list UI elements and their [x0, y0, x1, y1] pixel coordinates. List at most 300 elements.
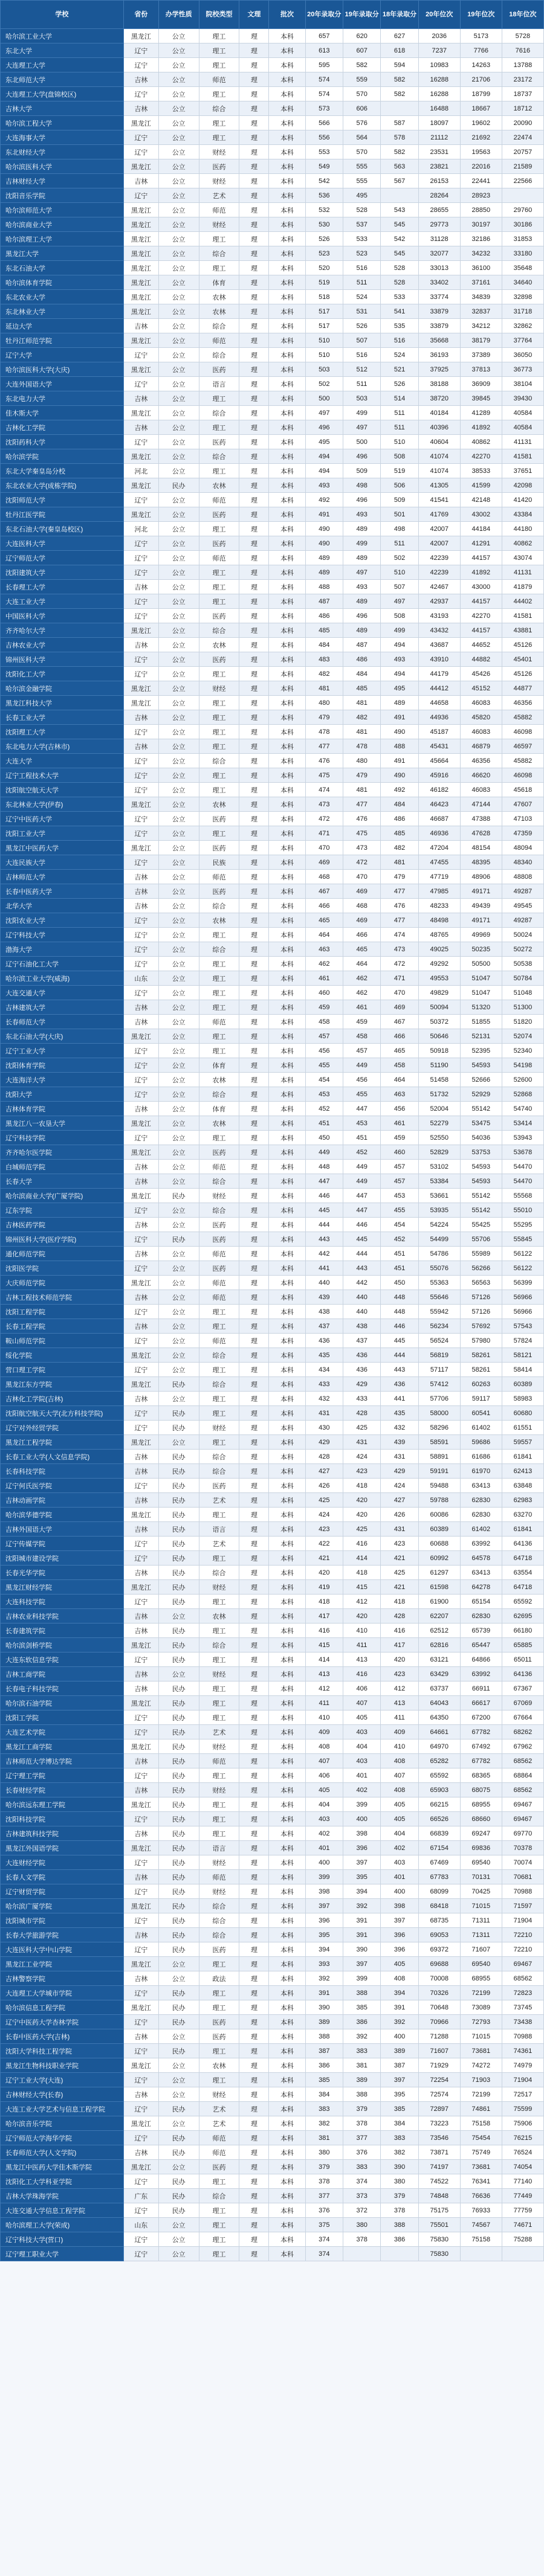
- cell-subject: 理: [239, 116, 269, 130]
- cell-score-2020: 510: [305, 348, 343, 362]
- cell-rank-2020: 60389: [418, 1522, 460, 1537]
- cell-rank-2019: 41291: [460, 536, 502, 551]
- cell-province: 吉林: [123, 1826, 158, 1841]
- cell-score-2020: 530: [305, 217, 343, 232]
- cell-score-2020: 468: [305, 870, 343, 884]
- cell-school-type: 财经: [199, 1855, 239, 1870]
- cell-score-2018: 409: [381, 1725, 418, 1739]
- cell-score-2019: 458: [343, 1029, 380, 1044]
- cell-nature: 公立: [158, 1145, 199, 1160]
- cell-rank-2018: 70988: [502, 2029, 543, 2044]
- table-row: [1, 1218, 544, 1232]
- table-row: [1, 667, 544, 681]
- cell-subject: 理: [239, 1855, 269, 1870]
- cell-score-2019: 407: [343, 1696, 380, 1710]
- cell-score-2018: 452: [381, 1232, 418, 1247]
- table-row: [1, 2073, 544, 2087]
- cell-province: 黑龙江: [123, 1145, 158, 1160]
- cell-score-2018: 453: [381, 1189, 418, 1203]
- cell-rank-2020: 47204: [418, 841, 460, 855]
- cell-batch: 本科: [269, 2203, 305, 2218]
- cell-school-name: 哈尔滨理工大学(荣成): [1, 2218, 124, 2232]
- cell-province: 辽宁: [123, 435, 158, 449]
- cell-rank-2018: 74979: [502, 2058, 543, 2073]
- cell-school-type: 医药: [199, 2015, 239, 2029]
- cell-school-name: 吉林工程技术师范学院: [1, 1290, 124, 1305]
- cell-rank-2019: 65154: [460, 1595, 502, 1609]
- cell-score-2019: 451: [343, 1131, 380, 1145]
- cell-nature: 民办: [158, 2131, 199, 2145]
- cell-rank-2019: 75749: [460, 2145, 502, 2160]
- table-row: [1, 971, 544, 986]
- cell-rank-2020: 23821: [418, 159, 460, 174]
- cell-school-name: 长春师范大学: [1, 1015, 124, 1029]
- cell-nature: 公立: [158, 362, 199, 377]
- cell-school-name: 吉林外国语大学: [1, 1522, 124, 1537]
- cell-school-type: 理工: [199, 232, 239, 246]
- cell-school-type: 医药: [199, 1218, 239, 1232]
- cell-rank-2020: 43193: [418, 609, 460, 623]
- cell-rank-2020: 53384: [418, 1174, 460, 1189]
- cell-subject: 理: [239, 812, 269, 826]
- cell-score-2018: 411: [381, 1710, 418, 1725]
- cell-batch: 本科: [269, 942, 305, 957]
- cell-rank-2018: 64718: [502, 1551, 543, 1566]
- cell-score-2020: 396: [305, 1913, 343, 1928]
- cell-score-2020: 519: [305, 275, 343, 290]
- cell-province: 辽宁: [123, 783, 158, 797]
- cell-province: 辽宁: [123, 188, 158, 203]
- cell-nature: 公立: [158, 1971, 199, 1986]
- cell-rank-2018: 62983: [502, 1493, 543, 1508]
- cell-score-2019: 457: [343, 1044, 380, 1058]
- table-row: [1, 1971, 544, 1986]
- cell-rank-2020: 2036: [418, 29, 460, 43]
- cell-rank-2020: 28264: [418, 188, 460, 203]
- cell-subject: 理: [239, 2203, 269, 2218]
- cell-school-name: 黑龙江工商学院: [1, 1739, 124, 1754]
- cell-school-type: 理工: [199, 420, 239, 435]
- cell-rank-2018: 49287: [502, 884, 543, 899]
- cell-score-2019: 444: [343, 1247, 380, 1261]
- cell-score-2020: 383: [305, 2102, 343, 2116]
- cell-rank-2018: 58414: [502, 1363, 543, 1377]
- table-row: [1, 1073, 544, 1087]
- cell-school-name: 长春电子科技学院: [1, 1681, 124, 1696]
- cell-rank-2020: 70326: [418, 1986, 460, 2000]
- cell-rank-2020: 51732: [418, 1087, 460, 1102]
- cell-province: 辽宁: [123, 551, 158, 565]
- cell-score-2018: 410: [381, 1739, 418, 1754]
- cell-nature: 公立: [158, 681, 199, 696]
- cell-score-2020: 451: [305, 1116, 343, 1131]
- cell-score-2020: 393: [305, 1957, 343, 1971]
- cell-nature: 民办: [158, 2189, 199, 2203]
- cell-school-type: 艺术: [199, 1537, 239, 1551]
- cell-subject: 理: [239, 478, 269, 493]
- cell-rank-2019: 71607: [460, 1942, 502, 1957]
- cell-score-2020: 435: [305, 1348, 343, 1363]
- cell-score-2018: 382: [381, 2145, 418, 2160]
- cell-score-2019: 392: [343, 2029, 380, 2044]
- cell-rank-2018: 47103: [502, 812, 543, 826]
- cell-score-2018: 481: [381, 855, 418, 870]
- cell-score-2020: 430: [305, 1421, 343, 1435]
- cell-province: 吉林: [123, 1624, 158, 1638]
- cell-nature: 公立: [158, 768, 199, 783]
- cell-nature: 公立: [158, 2116, 199, 2131]
- cell-score-2020: 613: [305, 43, 343, 58]
- cell-score-2020: 475: [305, 768, 343, 783]
- cell-rank-2019: 62830: [460, 1609, 502, 1624]
- table-row: [1, 1826, 544, 1841]
- cell-score-2019: 379: [343, 2102, 380, 2116]
- cell-school-name: 东北农业大学: [1, 290, 124, 304]
- cell-rank-2020: 32077: [418, 246, 460, 261]
- cell-subject: 理: [239, 1102, 269, 1116]
- cell-rank-2019: 66911: [460, 1681, 502, 1696]
- cell-nature: 公立: [158, 2247, 199, 2261]
- cell-school-type: 理工: [199, 971, 239, 986]
- cell-score-2018: 594: [381, 58, 418, 72]
- cell-school-name: 大连大学: [1, 754, 124, 768]
- cell-rank-2018: 73745: [502, 2000, 543, 2015]
- cell-school-type: 理工: [199, 565, 239, 580]
- cell-subject: 理: [239, 1812, 269, 1826]
- cell-score-2018: 490: [381, 725, 418, 739]
- cell-rank-2018: 56399: [502, 1276, 543, 1290]
- cell-school-name: 大连交通大学信息工程学院: [1, 2203, 124, 2218]
- col-header-score-2019: 19年录取分: [343, 1, 380, 29]
- cell-nature: 公立: [158, 1160, 199, 1174]
- table-row: [1, 101, 544, 116]
- cell-school-name: 吉林师范大学: [1, 870, 124, 884]
- cell-school-name: 哈尔滨音乐学院: [1, 2116, 124, 2131]
- cell-rank-2020: 51190: [418, 1058, 460, 1073]
- cell-score-2020: 462: [305, 957, 343, 971]
- cell-school-name: 吉林建筑大学: [1, 1000, 124, 1015]
- table-row: [1, 986, 544, 1000]
- cell-rank-2018: 75288: [502, 2232, 543, 2247]
- cell-batch: 本科: [269, 1841, 305, 1855]
- cell-rank-2018: 45618: [502, 783, 543, 797]
- cell-school-name: 沈阳工业大学: [1, 826, 124, 841]
- table-row: [1, 652, 544, 667]
- cell-school-type: 理工: [199, 2218, 239, 2232]
- cell-nature: 公立: [158, 420, 199, 435]
- cell-batch: 本科: [269, 217, 305, 232]
- cell-school-name: 哈尔滨剑桥学院: [1, 1638, 124, 1653]
- cell-nature: 公立: [158, 1319, 199, 1334]
- cell-subject: 理: [239, 2015, 269, 2029]
- cell-score-2018: 404: [381, 1826, 418, 1841]
- cell-school-name: 黑龙江科技大学: [1, 696, 124, 710]
- cell-nature: 民办: [158, 1696, 199, 1710]
- cell-score-2020: 386: [305, 2058, 343, 2073]
- cell-score-2020: 414: [305, 1653, 343, 1667]
- cell-school-name: 哈尔滨工业大学: [1, 29, 124, 43]
- cell-score-2019: 447: [343, 1203, 380, 1218]
- cell-school-type: 综合: [199, 2189, 239, 2203]
- cell-subject: 理: [239, 2073, 269, 2087]
- cell-school-name: 东北师范大学: [1, 72, 124, 87]
- cell-province: 吉林: [123, 638, 158, 652]
- cell-rank-2019: 72199: [460, 2087, 502, 2102]
- cell-nature: 民办: [158, 2203, 199, 2218]
- table-row: [1, 1232, 544, 1247]
- cell-rank-2020: 33774: [418, 290, 460, 304]
- cell-school-name: 大连海洋大学: [1, 1073, 124, 1087]
- cell-rank-2018: 70378: [502, 1841, 543, 1855]
- cell-school-name: 东北电力大学(吉林市): [1, 739, 124, 754]
- table-row: [1, 928, 544, 942]
- col-header-batch: 批次: [269, 1, 305, 29]
- cell-rank-2018: 21589: [502, 159, 543, 174]
- cell-batch: 本科: [269, 1015, 305, 1029]
- cell-school-type: 综合: [199, 1450, 239, 1464]
- cell-score-2019: 443: [343, 1261, 380, 1276]
- cell-score-2019: 406: [343, 1681, 380, 1696]
- cell-school-type: 理工: [199, 1653, 239, 1667]
- cell-score-2018: 387: [381, 2058, 418, 2073]
- table-row: [1, 275, 544, 290]
- cell-batch: 本科: [269, 1464, 305, 1479]
- cell-score-2019: 484: [343, 667, 380, 681]
- cell-batch: 本科: [269, 507, 305, 522]
- cell-school-type: 师范: [199, 870, 239, 884]
- cell-school-name: 辽宁大学: [1, 348, 124, 362]
- cell-school-type: 理工: [199, 391, 239, 406]
- cell-score-2020: 457: [305, 1029, 343, 1044]
- cell-score-2018: 386: [381, 2232, 418, 2247]
- cell-score-2019: 415: [343, 1580, 380, 1595]
- table-row: [1, 1479, 544, 1493]
- table-row: [1, 1290, 544, 1305]
- cell-batch: 本科: [269, 536, 305, 551]
- cell-subject: 理: [239, 1551, 269, 1566]
- cell-rank-2018: 76215: [502, 2131, 543, 2145]
- table-row: [1, 1145, 544, 1160]
- cell-rank-2019: 75158: [460, 2116, 502, 2131]
- cell-nature: 公立: [158, 159, 199, 174]
- cell-subject: 理: [239, 420, 269, 435]
- cell-school-type: 医药: [199, 1942, 239, 1957]
- cell-batch: 本科: [269, 725, 305, 739]
- cell-rank-2020: 58296: [418, 1421, 460, 1435]
- cell-batch: 本科: [269, 1696, 305, 1710]
- cell-score-2018: 535: [381, 319, 418, 333]
- cell-rank-2020: 46687: [418, 812, 460, 826]
- cell-score-2019: 475: [343, 826, 380, 841]
- cell-score-2018: 450: [381, 1276, 418, 1290]
- cell-nature: 民办: [158, 1739, 199, 1754]
- cell-rank-2019: 65739: [460, 1624, 502, 1638]
- cell-rank-2019: 66617: [460, 1696, 502, 1710]
- cell-subject: 理: [239, 145, 269, 159]
- cell-province: 辽宁: [123, 1131, 158, 1145]
- cell-province: 黑龙江: [123, 261, 158, 275]
- cell-subject: 理: [239, 1739, 269, 1754]
- cell-rank-2018: 77140: [502, 2174, 543, 2189]
- cell-rank-2019: 71015: [460, 2029, 502, 2044]
- cell-rank-2018: 45882: [502, 710, 543, 725]
- table-row: [1, 319, 544, 333]
- cell-score-2019: 397: [343, 1957, 380, 1971]
- cell-province: 黑龙江: [123, 1580, 158, 1595]
- cell-school-name: 哈尔滨广厦学院: [1, 1899, 124, 1913]
- cell-rank-2018: 55295: [502, 1218, 543, 1232]
- cell-score-2020: 444: [305, 1218, 343, 1232]
- cell-province: 黑龙江: [123, 232, 158, 246]
- cell-rank-2018: 75906: [502, 2116, 543, 2131]
- cell-score-2019: 396: [343, 1841, 380, 1855]
- table-row: [1, 1319, 544, 1334]
- cell-nature: 公立: [158, 188, 199, 203]
- cell-rank-2020: 45916: [418, 768, 460, 783]
- cell-school-name: 长春大学: [1, 1174, 124, 1189]
- table-row: [1, 1638, 544, 1653]
- cell-rank-2020: 36193: [418, 348, 460, 362]
- cell-score-2018: 456: [381, 1102, 418, 1116]
- cell-score-2018: 398: [381, 1899, 418, 1913]
- cell-school-type: 农林: [199, 2058, 239, 2073]
- cell-score-2020: 406: [305, 1768, 343, 1783]
- cell-rank-2020: 47455: [418, 855, 460, 870]
- cell-school-type: 理工: [199, 2232, 239, 2247]
- cell-rank-2018: 68864: [502, 1768, 543, 1783]
- cell-school-name: 东北石油大学: [1, 261, 124, 275]
- cell-rank-2020: 35668: [418, 333, 460, 348]
- table-row: [1, 1464, 544, 1479]
- cell-rank-2020: 64043: [418, 1696, 460, 1710]
- cell-score-2018: 501: [381, 507, 418, 522]
- table-row: [1, 493, 544, 507]
- cell-school-name: 牡丹江师范学院: [1, 333, 124, 348]
- cell-province: 辽宁: [123, 565, 158, 580]
- cell-rank-2018: 67069: [502, 1696, 543, 1710]
- cell-subject: 理: [239, 1899, 269, 1913]
- cell-batch: 本科: [269, 87, 305, 101]
- cell-score-2019: 462: [343, 986, 380, 1000]
- cell-rank-2020: 68735: [418, 1913, 460, 1928]
- cell-batch: 本科: [269, 43, 305, 58]
- cell-province: 黑龙江: [123, 116, 158, 130]
- cell-score-2019: 496: [343, 609, 380, 623]
- cell-rank-2020: 41541: [418, 493, 460, 507]
- cell-score-2018: 511: [381, 536, 418, 551]
- cell-score-2020: 477: [305, 739, 343, 754]
- cell-school-name: 黑龙江生物科技职业学院: [1, 2058, 124, 2073]
- cell-rank-2019: 51320: [460, 1000, 502, 1015]
- cell-rank-2020: 40184: [418, 406, 460, 420]
- cell-rank-2018: 34640: [502, 275, 543, 290]
- cell-score-2019: 497: [343, 420, 380, 435]
- cell-school-name: 长春财经学院: [1, 1783, 124, 1797]
- cell-school-type: 综合: [199, 1899, 239, 1913]
- cell-nature: 公立: [158, 391, 199, 406]
- cell-score-2019: 620: [343, 29, 380, 43]
- cell-score-2020: 431: [305, 1406, 343, 1421]
- cell-school-type: 理工: [199, 1044, 239, 1058]
- cell-province: 吉林: [123, 870, 158, 884]
- cell-rank-2019: 18799: [460, 87, 502, 101]
- cell-rank-2018: 40862: [502, 536, 543, 551]
- cell-school-type: 师范: [199, 72, 239, 87]
- cell-score-2018: 507: [381, 580, 418, 594]
- cell-score-2018: 385: [381, 2102, 418, 2116]
- cell-province: 辽宁: [123, 1305, 158, 1319]
- cell-score-2018: 543: [381, 203, 418, 217]
- cell-score-2019: 399: [343, 1797, 380, 1812]
- cell-subject: 理: [239, 710, 269, 725]
- cell-nature: 公立: [158, 2029, 199, 2044]
- cell-school-type: 医药: [199, 841, 239, 855]
- cell-province: 河北: [123, 464, 158, 478]
- cell-subject: 理: [239, 2145, 269, 2160]
- cell-nature: 公立: [158, 1073, 199, 1087]
- cell-rank-2019: 36909: [460, 377, 502, 391]
- cell-rank-2018: 43384: [502, 507, 543, 522]
- table-row: [1, 2174, 544, 2189]
- cell-rank-2019: 44652: [460, 638, 502, 652]
- cell-score-2018: 391: [381, 2000, 418, 2015]
- table-row: [1, 116, 544, 130]
- cell-rank-2019: 36100: [460, 261, 502, 275]
- cell-score-2018: 416: [381, 1624, 418, 1638]
- cell-subject: 理: [239, 1971, 269, 1986]
- cell-subject: 理: [239, 29, 269, 43]
- col-header-rank-2020: 20年位次: [418, 1, 460, 29]
- cell-rank-2018: 61551: [502, 1421, 543, 1435]
- cell-province: 黑龙江: [123, 1377, 158, 1392]
- table-row: [1, 145, 544, 159]
- cell-score-2019: 373: [343, 2189, 380, 2203]
- cell-nature: 公立: [158, 406, 199, 420]
- cell-rank-2020: 44658: [418, 696, 460, 710]
- cell-rank-2018: 52600: [502, 1073, 543, 1087]
- cell-score-2019: 461: [343, 1000, 380, 1015]
- cell-rank-2019: 73089: [460, 2000, 502, 2015]
- cell-subject: 理: [239, 507, 269, 522]
- cell-score-2019: 390: [343, 1942, 380, 1957]
- cell-score-2020: 463: [305, 942, 343, 957]
- cell-school-type: 医药: [199, 812, 239, 826]
- cell-score-2019: 487: [343, 638, 380, 652]
- cell-subject: 理: [239, 2087, 269, 2102]
- cell-school-name: 吉林医药学院: [1, 1218, 124, 1232]
- cell-nature: 公立: [158, 855, 199, 870]
- cell-score-2018: 627: [381, 29, 418, 43]
- cell-school-type: 医药: [199, 652, 239, 667]
- cell-score-2018: 489: [381, 696, 418, 710]
- cell-nature: 民办: [158, 1681, 199, 1696]
- cell-province: 吉林: [123, 580, 158, 594]
- cell-batch: 本科: [269, 2029, 305, 2044]
- cell-school-name: 吉林农业大学: [1, 638, 124, 652]
- cell-score-2018: 618: [381, 43, 418, 58]
- cell-rank-2020: 74522: [418, 2174, 460, 2189]
- cell-score-2019: 452: [343, 1145, 380, 1160]
- cell-province: 黑龙江: [123, 333, 158, 348]
- cell-subject: 理: [239, 1348, 269, 1363]
- cell-province: 辽宁: [123, 1537, 158, 1551]
- cell-score-2018: 379: [381, 2189, 418, 2203]
- cell-rank-2020: 66526: [418, 1812, 460, 1826]
- cell-score-2018: 439: [381, 1435, 418, 1450]
- cell-rank-2018: 46356: [502, 696, 543, 710]
- cell-subject: 理: [239, 565, 269, 580]
- cell-nature: 公立: [158, 783, 199, 797]
